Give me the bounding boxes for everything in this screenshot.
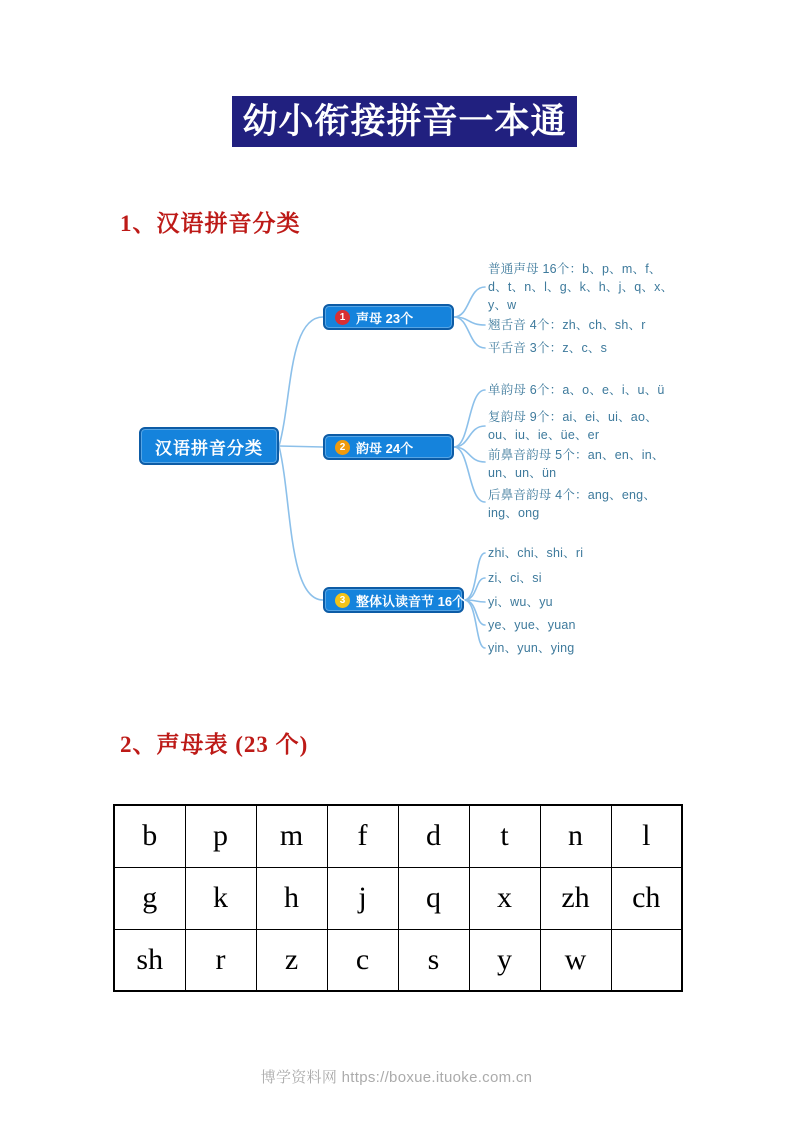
table-cell: p xyxy=(185,805,256,867)
number-2-badge-icon: 2 xyxy=(335,440,350,455)
leaf-syllables-ye-group: ye、yue、yuan xyxy=(488,618,576,632)
table-cell: z xyxy=(256,929,327,991)
mindmap-branch-shengmu[interactable] xyxy=(323,304,454,330)
table-cell: n xyxy=(540,805,611,867)
leaf-syllables-zhi-group: zhi、chi、shi、ri xyxy=(488,546,584,560)
table-cell: g xyxy=(114,867,185,929)
leaf-syllables-zi-group: zi、ci、si xyxy=(488,571,542,585)
leaf-back-nasal-finals: 后鼻音韵母 4个：ang、eng、ing、ong xyxy=(488,488,657,520)
mindmap-branch-yunmu[interactable] xyxy=(323,434,454,460)
table-cell: j xyxy=(327,867,398,929)
leaf-retroflex: 翘舌音 4个：zh、ch、sh、r xyxy=(488,318,646,332)
table-cell: r xyxy=(185,929,256,991)
number-3-badge-icon: 3 xyxy=(335,593,350,608)
table-cell: l xyxy=(611,805,682,867)
table-row xyxy=(114,805,682,867)
leaf-ordinary-initials: 普通声母 16个：b、p、m、f、d、t、n、l、g、k、h、j、q、x、y、w xyxy=(488,262,674,312)
table-cell: w xyxy=(540,929,611,991)
table-cell: ch xyxy=(611,867,682,929)
table-cell: q xyxy=(398,867,469,929)
branch-yunmu-label: 韵母 24个 xyxy=(356,440,414,456)
table-cell: b xyxy=(114,805,185,867)
leaf-front-nasal-finals: 前鼻音韵母 5个：an、en、in、un、un、ün xyxy=(488,448,665,480)
mindmap-root-node[interactable]: 汉语拼音分类 xyxy=(139,427,279,465)
table-cell: y xyxy=(469,929,540,991)
table-cell xyxy=(611,929,682,991)
footer-watermark: 博学资料网 https://boxue.ituoke.com.cn xyxy=(260,1069,533,1086)
table-cell: h xyxy=(256,867,327,929)
initials-table xyxy=(113,804,683,992)
leaf-simple-finals: 单韵母 6个：a、o、e、i、u、ü xyxy=(488,383,665,397)
table-cell: sh xyxy=(114,929,185,991)
leaf-syllables-yin-group: yin、yun、ying xyxy=(488,641,575,655)
table-cell: d xyxy=(398,805,469,867)
table-cell: f xyxy=(327,805,398,867)
table-cell: k xyxy=(185,867,256,929)
mindmap-branch-zhengti[interactable] xyxy=(323,587,464,613)
table-row xyxy=(114,929,682,991)
table-cell: m xyxy=(256,805,327,867)
number-1-badge-icon: 1 xyxy=(335,310,350,325)
document-title: 幼小衔接拼音一本通 xyxy=(232,96,577,147)
leaf-flat-tongue: 平舌音 3个：z、c、s xyxy=(488,341,608,355)
table-cell: zh xyxy=(540,867,611,929)
table-row xyxy=(114,867,682,929)
pinyin-classification-mindmap xyxy=(130,250,690,680)
table-cell: c xyxy=(327,929,398,991)
table-cell: x xyxy=(469,867,540,929)
table-cell: s xyxy=(398,929,469,991)
branch-shengmu-label: 声母 23个 xyxy=(356,310,414,326)
leaf-compound-finals: 复韵母 9个：ai、ei、ui、ao、ou、iu、ie、üe、er xyxy=(488,410,658,442)
section1-heading: 1、汉语拼音分类 xyxy=(120,211,301,236)
section2-heading: 2、声母表 (23 个) xyxy=(120,732,309,757)
leaf-syllables-yi-group: yi、wu、yu xyxy=(488,595,553,609)
branch-zhengti-label: 整体认读音节 16个 xyxy=(356,593,466,609)
table-cell: t xyxy=(469,805,540,867)
